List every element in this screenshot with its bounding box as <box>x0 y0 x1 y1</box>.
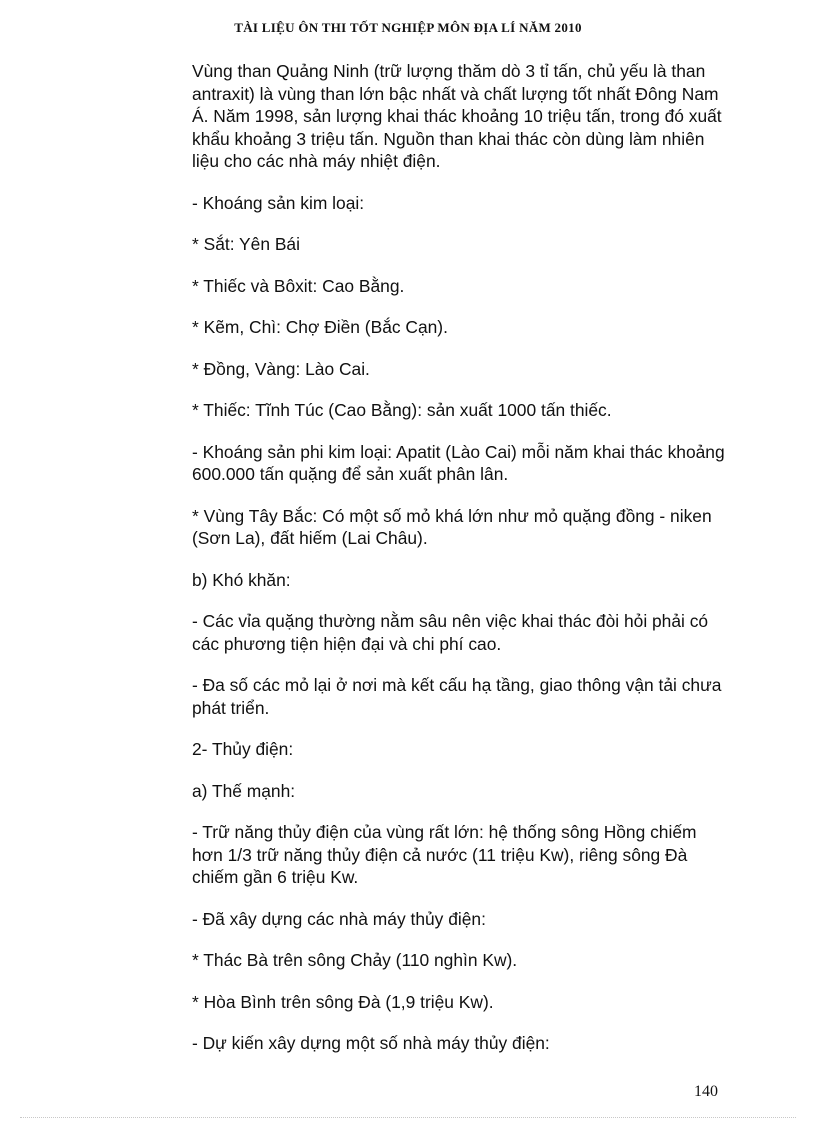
list-item-iron: * Sắt: Yên Bái <box>192 234 300 254</box>
paragraph-metal-minerals: - Khoáng sản kim loại: <box>192 192 365 213</box>
section-heading-strengths: a) Thế mạnh: <box>192 780 296 801</box>
paragraph-nonmetal-minerals: - Khoáng sản phi kim loại: Apatit (Lào Cai) mỗi năm khai thác khoảng 600.000 tấn quặng để sản xuất phân lân. <box>192 441 725 484</box>
page-header: TÀI LIỆU ÔN THI TỐT NGHIỆP MÔN ĐỊA LÍ NĂM 2010 <box>234 20 582 35</box>
list-item-tin-tinh-tuc: * Thiếc: Tĩnh Túc (Cao Bằng): sản xuất 1000 tấn thiếc. <box>192 400 612 420</box>
footer-divider <box>20 1117 796 1118</box>
list-item-copper-gold: * Đồng, Vàng: Lào Cai. <box>192 358 370 379</box>
page-number: 140 <box>694 1083 718 1100</box>
list-item-hoa-binh: * Hòa Bình trên sông Đà (1,9 triệu Kw). <box>192 991 494 1012</box>
paragraph-infrastructure: - Đa số các mỏ lại ở nơi mà kết cấu hạ tầng, giao thông vận tải chưa phát triển. <box>192 675 722 718</box>
paragraph-built-plants: - Đã xây dựng các nhà máy thủy điện: <box>192 908 486 929</box>
document-body <box>192 60 732 1074</box>
section-heading-hydropower: 2- Thủy điện: <box>192 739 294 759</box>
paragraph-planned-plants: - Dự kiến xây dựng một số nhà máy thủy điện: <box>192 1033 550 1053</box>
section-heading-difficulties: b) Khó khăn: <box>192 569 291 590</box>
list-item-zinc-lead: * Kẽm, Chì: Chợ Điền (Bắc Cạn). <box>192 317 448 337</box>
list-item-thac-ba: * Thác Bà trên sông Chảy (110 nghìn Kw). <box>192 950 518 970</box>
paragraph-hydro-potential: - Trữ năng thủy điện của vùng rất lớn: hệ thống sông Hồng chiếm hơn 1/3 trữ năng thủy điện cả nước (11 triệu Kw), riêng sông Đà chiếm gần 6 triệu Kw. <box>192 822 697 887</box>
paragraph-deep-ore: - Các vỉa quặng thường nằm sâu nên việc khai thác đòi hỏi phải có các phương tiện hiện đại và chi phí cao. <box>192 611 709 654</box>
paragraph-northwest-region: * Vùng Tây Bắc: Có một số mỏ khá lớn như mỏ quặng đồng - niken (Sơn La), đất hiếm (Lai Châu). <box>192 505 712 548</box>
paragraph-coal-region: Vùng than Quảng Ninh (trữ lượng thăm dò 3 tỉ tấn, chủ yếu là than antraxit) là vùng than lớn bậc nhất và chất lượng tốt nhất Đông Nam Á. Năm 1998, sản lượng khai thác khoảng 10 triệu tấn, trong đó xuất khẩu khoảng 3 triệu tấn. Nguồn than khai thác còn dùng làm nhiên liệu cho các nhà máy nhiệt điện. <box>192 61 722 171</box>
list-item-tin-bauxite: * Thiếc và Bôxit: Cao Bằng. <box>192 275 405 296</box>
